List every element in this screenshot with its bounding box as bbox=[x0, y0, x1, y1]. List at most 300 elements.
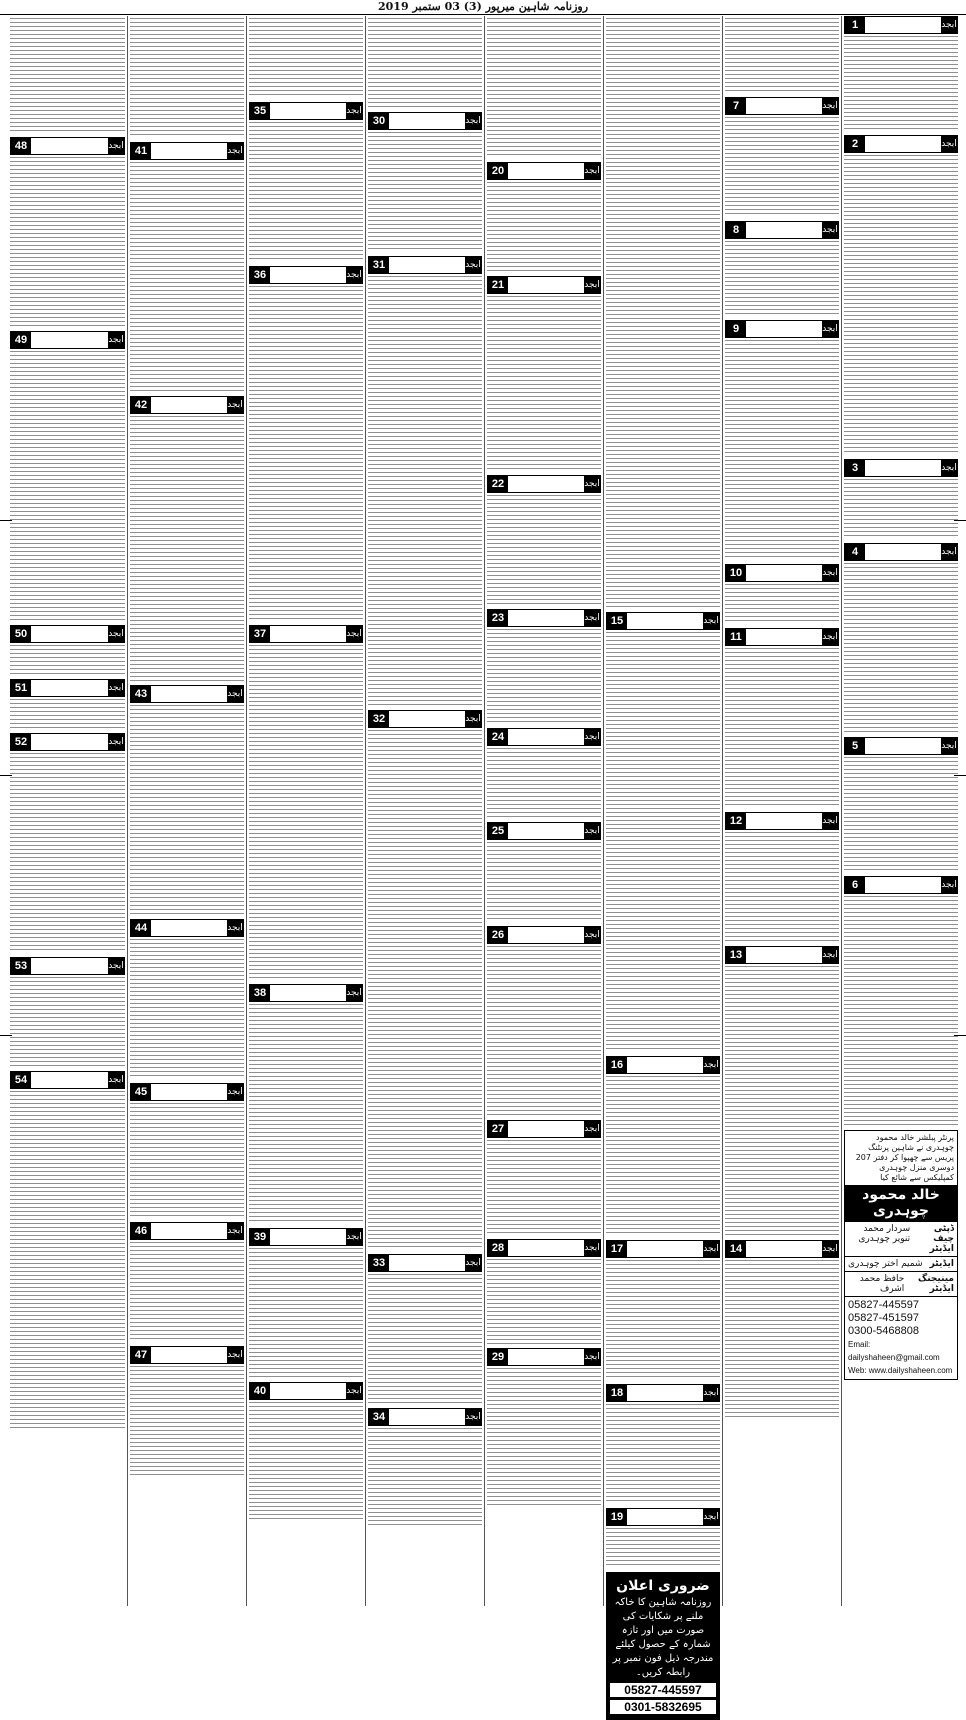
notice-label-icon: ابجد bbox=[346, 1229, 362, 1245]
notice-block bbox=[10, 679, 125, 729]
notice-text bbox=[844, 757, 958, 872]
notice-block bbox=[130, 1083, 244, 1218]
notice-text bbox=[844, 563, 958, 733]
notice-number: 25 bbox=[488, 823, 508, 839]
notice-label-icon: ابجد bbox=[941, 544, 957, 560]
email[interactable]: Email: dailyshaheen@gmail.com bbox=[848, 1340, 940, 1362]
notice-text bbox=[130, 1103, 244, 1218]
column bbox=[841, 16, 960, 1606]
notice-number: 16 bbox=[607, 1057, 627, 1073]
notice-label-icon: ابجد bbox=[227, 920, 243, 936]
website[interactable]: Web: www.dailyshaheen.com bbox=[848, 1366, 953, 1375]
notice-label-icon: ابجد bbox=[108, 958, 124, 974]
column bbox=[603, 16, 722, 1714]
notice-text bbox=[487, 18, 601, 158]
notice-label-icon: ابجد bbox=[703, 613, 719, 629]
notice-block bbox=[249, 984, 363, 1224]
ad-phone: 0301-5832695 bbox=[610, 1700, 716, 1714]
notice-block bbox=[368, 1408, 482, 1528]
notice-text bbox=[487, 1259, 601, 1344]
notice-text bbox=[10, 699, 125, 729]
notice-label-icon: ابجد bbox=[346, 103, 362, 119]
notice-text bbox=[249, 1004, 363, 1224]
notice-columns bbox=[8, 16, 960, 1714]
notice-text bbox=[487, 1368, 601, 1508]
notice-label-icon: ابجد bbox=[822, 222, 838, 238]
notice-number: 51 bbox=[11, 680, 31, 696]
cut-mark bbox=[954, 1035, 966, 1036]
notice-text bbox=[130, 705, 244, 915]
notice-block bbox=[487, 1120, 601, 1235]
notice-header bbox=[487, 822, 601, 840]
notice-block bbox=[249, 625, 363, 980]
notice-label-icon: ابجد bbox=[108, 332, 124, 348]
notice-block bbox=[487, 1348, 601, 1508]
notice-text bbox=[368, 730, 482, 1250]
notice-header bbox=[130, 685, 244, 703]
notice-label-icon: ابجد bbox=[822, 321, 838, 337]
notice-header bbox=[249, 984, 363, 1002]
notice-header bbox=[606, 1240, 720, 1258]
notice-label-icon: ابجد bbox=[584, 277, 600, 293]
notice-header bbox=[10, 331, 125, 349]
notice-label-icon: ابجد bbox=[465, 1255, 481, 1271]
notice-block bbox=[487, 18, 601, 158]
notice-block bbox=[844, 876, 958, 1126]
notice-number: 11 bbox=[726, 629, 746, 645]
notice-label-icon: ابجد bbox=[703, 1385, 719, 1401]
notice-label-icon: ابجد bbox=[465, 1409, 481, 1425]
notice-text bbox=[10, 645, 125, 675]
notice-header bbox=[725, 564, 839, 582]
notice-text bbox=[725, 584, 839, 624]
notice-block bbox=[10, 625, 125, 675]
notice-block bbox=[368, 710, 482, 1250]
notice-text bbox=[725, 648, 839, 808]
notice-text bbox=[368, 276, 482, 706]
notice-text bbox=[130, 1366, 244, 1476]
notice-label-icon: ابجد bbox=[584, 729, 600, 745]
notice-header bbox=[368, 1254, 482, 1272]
notice-text bbox=[606, 1260, 720, 1380]
notice-label-icon: ابجد bbox=[822, 947, 838, 963]
ad-phone: 05827-445597 bbox=[610, 1683, 716, 1697]
notice-number: 45 bbox=[131, 1084, 151, 1100]
notice-label-icon: ابجد bbox=[346, 626, 362, 642]
notice-text bbox=[487, 1140, 601, 1235]
notice-header bbox=[249, 102, 363, 120]
notice-header bbox=[487, 1348, 601, 1366]
notice-number: 44 bbox=[131, 920, 151, 936]
notice-block bbox=[487, 822, 601, 922]
notice-block bbox=[725, 812, 839, 942]
ad-body: روزنامہ شاہین کا خاکہ ملنے پر شکایات کی صورت میں اور تازہ شمارہ کے حصول کیلئے مندرجہ ذیل فون نمبر پر رابطہ کریں۔ bbox=[612, 1597, 714, 1678]
notice-number: 49 bbox=[11, 332, 31, 348]
notice-block bbox=[725, 1240, 839, 1420]
notice-block bbox=[725, 564, 839, 624]
notice-block bbox=[606, 1240, 720, 1380]
notice-number: 28 bbox=[488, 1240, 508, 1256]
cut-mark bbox=[0, 775, 12, 776]
notice-block bbox=[249, 18, 363, 98]
notice-header bbox=[249, 266, 363, 284]
notice-text bbox=[606, 1404, 720, 1504]
column bbox=[365, 16, 484, 1606]
notice-block bbox=[249, 266, 363, 621]
notice-label-icon: ابجد bbox=[822, 629, 838, 645]
notice-block bbox=[10, 733, 125, 953]
notice-number: 30 bbox=[369, 113, 389, 129]
masthead: روزنامہ شاہین میرپور (3) 03 ستمبر 2019 bbox=[0, 0, 966, 15]
notice-number: 5 bbox=[845, 738, 865, 754]
notice-header bbox=[725, 97, 839, 115]
notice-number: 26 bbox=[488, 927, 508, 943]
notice-label-icon: ابجد bbox=[227, 1223, 243, 1239]
notice-number: 20 bbox=[488, 163, 508, 179]
notice-header bbox=[130, 142, 244, 160]
notice-text bbox=[844, 155, 958, 455]
notice-header bbox=[249, 1228, 363, 1246]
notice-text bbox=[487, 629, 601, 724]
notice-text bbox=[487, 842, 601, 922]
notice-text bbox=[487, 296, 601, 471]
notice-block bbox=[725, 18, 839, 93]
notice-block bbox=[130, 1346, 244, 1476]
phone-number: 0300-5468808 bbox=[848, 1325, 919, 1337]
notice-text bbox=[844, 479, 958, 539]
notice-block bbox=[725, 221, 839, 316]
column bbox=[127, 16, 246, 1606]
notice-label-icon: ابجد bbox=[346, 985, 362, 1001]
notice-block bbox=[249, 102, 363, 262]
notice-block bbox=[130, 396, 244, 681]
column bbox=[484, 16, 603, 1606]
notice-text bbox=[487, 495, 601, 605]
notice-text bbox=[249, 286, 363, 621]
notice-label-icon: ابجد bbox=[941, 136, 957, 152]
notice-number: 35 bbox=[250, 103, 270, 119]
notice-number: 7 bbox=[726, 98, 746, 114]
notice-header bbox=[10, 679, 125, 697]
phone-number: 05827-445597 bbox=[848, 1299, 919, 1311]
notice-label-icon: ابجد bbox=[941, 460, 957, 476]
notice-number: 38 bbox=[250, 985, 270, 1001]
notice-text bbox=[249, 1402, 363, 1522]
notice-header bbox=[725, 946, 839, 964]
notice-label-icon: ابجد bbox=[227, 143, 243, 159]
cut-mark bbox=[0, 520, 12, 521]
notice-text bbox=[725, 966, 839, 1236]
notice-header bbox=[10, 1071, 125, 1089]
notice-text bbox=[249, 122, 363, 262]
notice-block bbox=[10, 1071, 125, 1431]
notice-number: 48 bbox=[11, 138, 31, 154]
notice-text bbox=[725, 18, 839, 93]
notice-number: 34 bbox=[369, 1409, 389, 1425]
notice-header bbox=[725, 320, 839, 338]
notice-text bbox=[487, 182, 601, 272]
notice-block bbox=[130, 1222, 244, 1342]
notice-block bbox=[725, 946, 839, 1236]
notice-label-icon: ابجد bbox=[465, 257, 481, 273]
notice-header bbox=[487, 1239, 601, 1257]
notice-text bbox=[725, 832, 839, 942]
phone-list bbox=[845, 1296, 957, 1379]
notice-label-icon: ابجد bbox=[346, 267, 362, 283]
notice-header bbox=[844, 459, 958, 477]
notice-header bbox=[606, 1508, 720, 1526]
notice-header bbox=[130, 1222, 244, 1240]
notice-header bbox=[487, 475, 601, 493]
notice-block bbox=[487, 475, 601, 605]
notice-number: 13 bbox=[726, 947, 746, 963]
notice-header bbox=[10, 957, 125, 975]
notice-number: 37 bbox=[250, 626, 270, 642]
notice-text bbox=[249, 18, 363, 98]
notice-label-icon: ابجد bbox=[108, 1072, 124, 1088]
notice-label-icon: ابجد bbox=[703, 1057, 719, 1073]
notice-block bbox=[10, 137, 125, 327]
notice-label-icon: ابجد bbox=[703, 1509, 719, 1525]
ad-title: ضروری اعلان bbox=[616, 1578, 710, 1594]
notice-text bbox=[606, 1528, 720, 1568]
notice-number: 18 bbox=[607, 1385, 627, 1401]
notice-block bbox=[249, 1228, 363, 1378]
deputy-row: ڈپٹی چیف ایڈیٹر سردار محمد تنویر چوہدری bbox=[845, 1221, 957, 1256]
publisher-address: پرنٹر پبلشر خالد محمود چوہدری نے شاہین پرنٹنگ پریس سے چھپوا کر دفتر 207 دوسری منزل چوہدری کمپلیکس سے شائع کیا bbox=[855, 1133, 954, 1182]
notice-header bbox=[725, 1240, 839, 1258]
notice-block bbox=[606, 1384, 720, 1504]
notice-text bbox=[725, 117, 839, 217]
notice-block bbox=[844, 543, 958, 733]
notice-header bbox=[487, 162, 601, 180]
notice-header bbox=[130, 396, 244, 414]
notice-text bbox=[606, 18, 720, 608]
notice-number: 39 bbox=[250, 1229, 270, 1245]
managing-row: مینیجنگ ایڈیٹر حافظ محمد اشرف bbox=[845, 1271, 957, 1296]
notice-text bbox=[487, 946, 601, 1116]
notice-text bbox=[130, 416, 244, 681]
notice-header bbox=[606, 612, 720, 630]
notice-header bbox=[487, 276, 601, 294]
notice-text bbox=[10, 18, 125, 133]
notice-number: 10 bbox=[726, 565, 746, 581]
notice-label-icon: ابجد bbox=[584, 823, 600, 839]
notice-text bbox=[725, 241, 839, 316]
notice-label-icon: ابجد bbox=[584, 163, 600, 179]
notice-text bbox=[249, 1248, 363, 1378]
phone-number: 05827-451597 bbox=[848, 1312, 919, 1324]
notice-number: 52 bbox=[11, 734, 31, 750]
notice-number: 23 bbox=[488, 610, 508, 626]
notice-text bbox=[725, 340, 839, 560]
notice-label-icon: ابجد bbox=[108, 734, 124, 750]
notice-label-icon: ابجد bbox=[584, 1240, 600, 1256]
notice-number: 36 bbox=[250, 267, 270, 283]
notice-label-icon: ابجد bbox=[108, 138, 124, 154]
notice-header bbox=[368, 112, 482, 130]
notice-label-icon: ابجد bbox=[227, 1084, 243, 1100]
notice-label-icon: ابجد bbox=[584, 1121, 600, 1137]
notice-text bbox=[10, 351, 125, 621]
notice-number: 22 bbox=[488, 476, 508, 492]
notice-block bbox=[487, 276, 601, 471]
notice-header bbox=[10, 625, 125, 643]
notice-block bbox=[130, 142, 244, 392]
notice-label-icon: ابجد bbox=[822, 98, 838, 114]
notice-header bbox=[487, 926, 601, 944]
notice-label-icon: ابجد bbox=[822, 1241, 838, 1257]
notice-label-icon: ابجد bbox=[941, 738, 957, 754]
notice-header bbox=[725, 812, 839, 830]
notice-number: 33 bbox=[369, 1255, 389, 1271]
notice-number: 19 bbox=[607, 1509, 627, 1525]
notice-block bbox=[130, 919, 244, 1079]
notice-text bbox=[725, 1260, 839, 1420]
notice-header bbox=[844, 135, 958, 153]
notice-number: 15 bbox=[607, 613, 627, 629]
notice-text bbox=[844, 36, 958, 131]
notice-number: 6 bbox=[845, 877, 865, 893]
notice-block bbox=[10, 331, 125, 621]
notice-block bbox=[368, 256, 482, 706]
notice-label-icon: ابجد bbox=[584, 927, 600, 943]
notice-block bbox=[368, 1254, 482, 1404]
cut-mark bbox=[0, 1035, 12, 1036]
notice-number: 43 bbox=[131, 686, 151, 702]
notice-text bbox=[844, 896, 958, 1126]
notice-header bbox=[487, 1120, 601, 1138]
notice-label-icon: ابجد bbox=[941, 17, 957, 33]
notice-text bbox=[130, 162, 244, 392]
notice-label-icon: ابجد bbox=[465, 711, 481, 727]
notice-block bbox=[10, 18, 125, 133]
notice-block bbox=[725, 628, 839, 808]
notice-label-icon: ابجد bbox=[822, 813, 838, 829]
notice-header bbox=[487, 609, 601, 627]
notice-label-icon: ابجد bbox=[108, 680, 124, 696]
notice-text bbox=[10, 157, 125, 327]
notice-number: 1 bbox=[845, 17, 865, 33]
notice-text bbox=[487, 748, 601, 818]
notice-header bbox=[606, 1056, 720, 1074]
notice-number: 29 bbox=[488, 1349, 508, 1365]
notice-label-icon: ابجد bbox=[584, 476, 600, 492]
notice-header bbox=[606, 1384, 720, 1402]
notice-header bbox=[130, 1083, 244, 1101]
notice-number: 2 bbox=[845, 136, 865, 152]
notice-text bbox=[10, 1091, 125, 1431]
notice-number: 54 bbox=[11, 1072, 31, 1088]
notice-number: 42 bbox=[131, 397, 151, 413]
masthead-info-box bbox=[844, 1130, 958, 1380]
important-announcement-ad bbox=[606, 1572, 720, 1720]
notice-header bbox=[10, 137, 125, 155]
notice-text bbox=[249, 645, 363, 980]
notice-header bbox=[844, 876, 958, 894]
notice-header bbox=[368, 256, 482, 274]
notice-block bbox=[249, 1382, 363, 1522]
notice-label-icon: ابجد bbox=[108, 626, 124, 642]
notice-number: 21 bbox=[488, 277, 508, 293]
notice-number: 50 bbox=[11, 626, 31, 642]
notice-block bbox=[487, 162, 601, 272]
notice-header bbox=[844, 543, 958, 561]
notice-label-icon: ابجد bbox=[584, 610, 600, 626]
notice-number: 32 bbox=[369, 711, 389, 727]
notice-text bbox=[368, 1274, 482, 1404]
notice-number: 41 bbox=[131, 143, 151, 159]
notice-header bbox=[130, 919, 244, 937]
notice-text bbox=[130, 1242, 244, 1342]
column bbox=[8, 16, 127, 1606]
notice-block bbox=[368, 18, 482, 108]
notice-number: 12 bbox=[726, 813, 746, 829]
notice-number: 46 bbox=[131, 1223, 151, 1239]
notice-number: 14 bbox=[726, 1241, 746, 1257]
notice-number: 3 bbox=[845, 460, 865, 476]
notice-header bbox=[10, 733, 125, 751]
notice-block bbox=[487, 926, 601, 1116]
notice-text bbox=[130, 939, 244, 1079]
notice-header bbox=[368, 1408, 482, 1426]
notice-block bbox=[606, 1056, 720, 1236]
notice-text bbox=[368, 18, 482, 108]
notice-text bbox=[368, 132, 482, 252]
notice-block bbox=[130, 18, 244, 138]
notice-block bbox=[487, 609, 601, 724]
notice-number: 8 bbox=[726, 222, 746, 238]
notice-block bbox=[130, 685, 244, 915]
editor-row: ایڈیٹر شمیم اختر چوہدری bbox=[845, 1256, 957, 1271]
notice-header bbox=[249, 625, 363, 643]
notice-block bbox=[606, 612, 720, 1052]
notice-number: 24 bbox=[488, 729, 508, 745]
notice-header bbox=[487, 728, 601, 746]
notice-block bbox=[487, 728, 601, 818]
notice-label-icon: ابجد bbox=[584, 1349, 600, 1365]
notice-header bbox=[725, 628, 839, 646]
notice-label-icon: ابجد bbox=[227, 1347, 243, 1363]
notice-number: 17 bbox=[607, 1241, 627, 1257]
notice-text bbox=[368, 1428, 482, 1528]
notice-header bbox=[844, 737, 958, 755]
notice-label-icon: ابجد bbox=[941, 877, 957, 893]
notice-number: 31 bbox=[369, 257, 389, 273]
notice-label-icon: ابجد bbox=[227, 686, 243, 702]
notice-number: 47 bbox=[131, 1347, 151, 1363]
notice-label-icon: ابجد bbox=[703, 1241, 719, 1257]
notice-block bbox=[844, 16, 958, 131]
notice-block bbox=[725, 320, 839, 560]
notice-header bbox=[249, 1382, 363, 1400]
notice-block bbox=[368, 112, 482, 252]
notice-text bbox=[130, 18, 244, 138]
notice-label-icon: ابجد bbox=[346, 1383, 362, 1399]
column bbox=[246, 16, 365, 1606]
cut-mark bbox=[954, 520, 966, 521]
notice-text bbox=[10, 977, 125, 1067]
notice-header bbox=[844, 16, 958, 34]
notice-block bbox=[487, 1239, 601, 1344]
notice-label-icon: ابجد bbox=[227, 397, 243, 413]
notice-label-icon: ابجد bbox=[465, 113, 481, 129]
chief-editor-name: خالد محمود چوہدری bbox=[845, 1185, 957, 1221]
notice-block bbox=[844, 737, 958, 872]
notice-block bbox=[606, 18, 720, 608]
notice-number: 40 bbox=[250, 1383, 270, 1399]
notice-text bbox=[606, 1076, 720, 1236]
